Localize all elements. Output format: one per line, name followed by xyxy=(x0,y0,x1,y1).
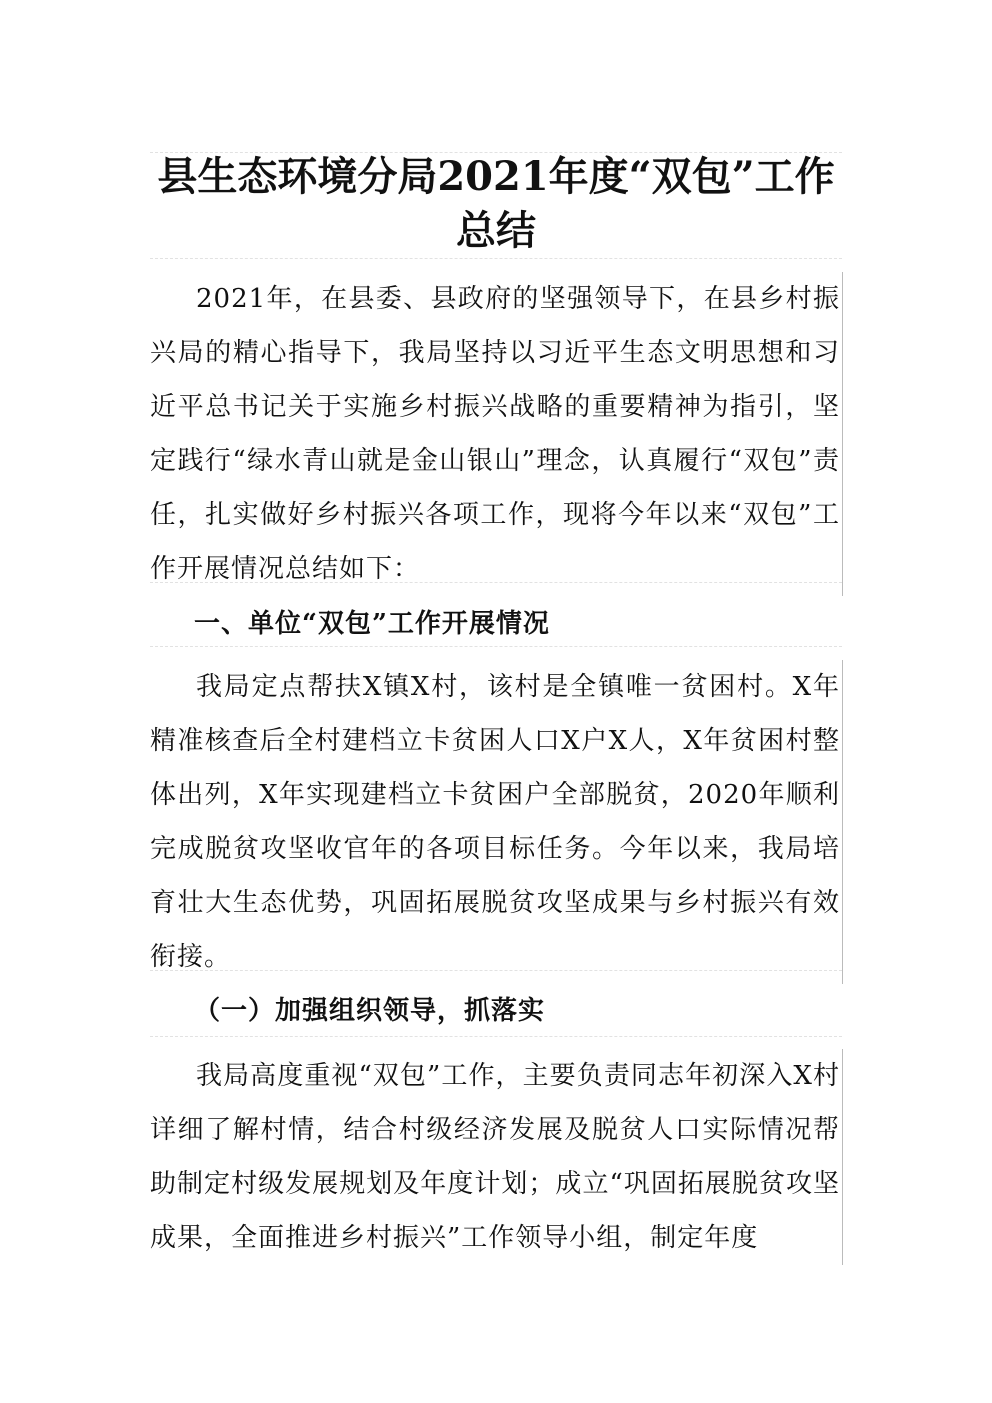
section-1-paragraph: 我局定点帮扶X镇X村，该村是全镇唯一贫困村。X年精准核查后全村建档立卡贫困人口X户X人，X年贫困村整体出列，X年实现建档立卡贫困户全部脱贫，2020年顺利完成脱贫攻坚收官年的各项目标任务。今年以来，我局培育壮大生态优势，巩固拓展脱贫攻坚成果与乡村振兴有效衔接。 xyxy=(150,660,843,984)
guide-line xyxy=(150,970,842,971)
guide-line xyxy=(150,582,842,583)
section-heading-1: 一、单位“双包”工作开展情况 xyxy=(194,609,550,639)
guide-line xyxy=(150,1036,842,1037)
guide-line xyxy=(150,646,842,647)
intro-paragraph: 2021年，在县委、县政府的坚强领导下，在县乡村振兴局的精心指导下，我局坚持以习近平生态文明思想和习近平总书记关于实施乡村振兴战略的重要精神为指引，坚定践行“绿水青山就是金山银山”理念，认真履行“双包”责任，扎实做好乡村振兴各项工作，现将今年以来“双包”工作开展情况总结如下： xyxy=(150,272,843,596)
guide-line xyxy=(150,258,842,259)
subsection-heading-1: （一）加强组织领导，抓落实 xyxy=(194,996,546,1026)
subsection-1-paragraph: 我局高度重视“双包”工作，主要负责同志年初深入X村详细了解村情，结合村级经济发展及脱贫人口实际情况帮助制定村级发展规划及年度计划；成立“巩固拓展脱贫攻坚成果，全面推进乡村振兴”工作领导小组，制定年度 xyxy=(150,1049,843,1265)
document-title: 县生态环境分局2021年度“双包”工作总结 xyxy=(157,153,835,254)
